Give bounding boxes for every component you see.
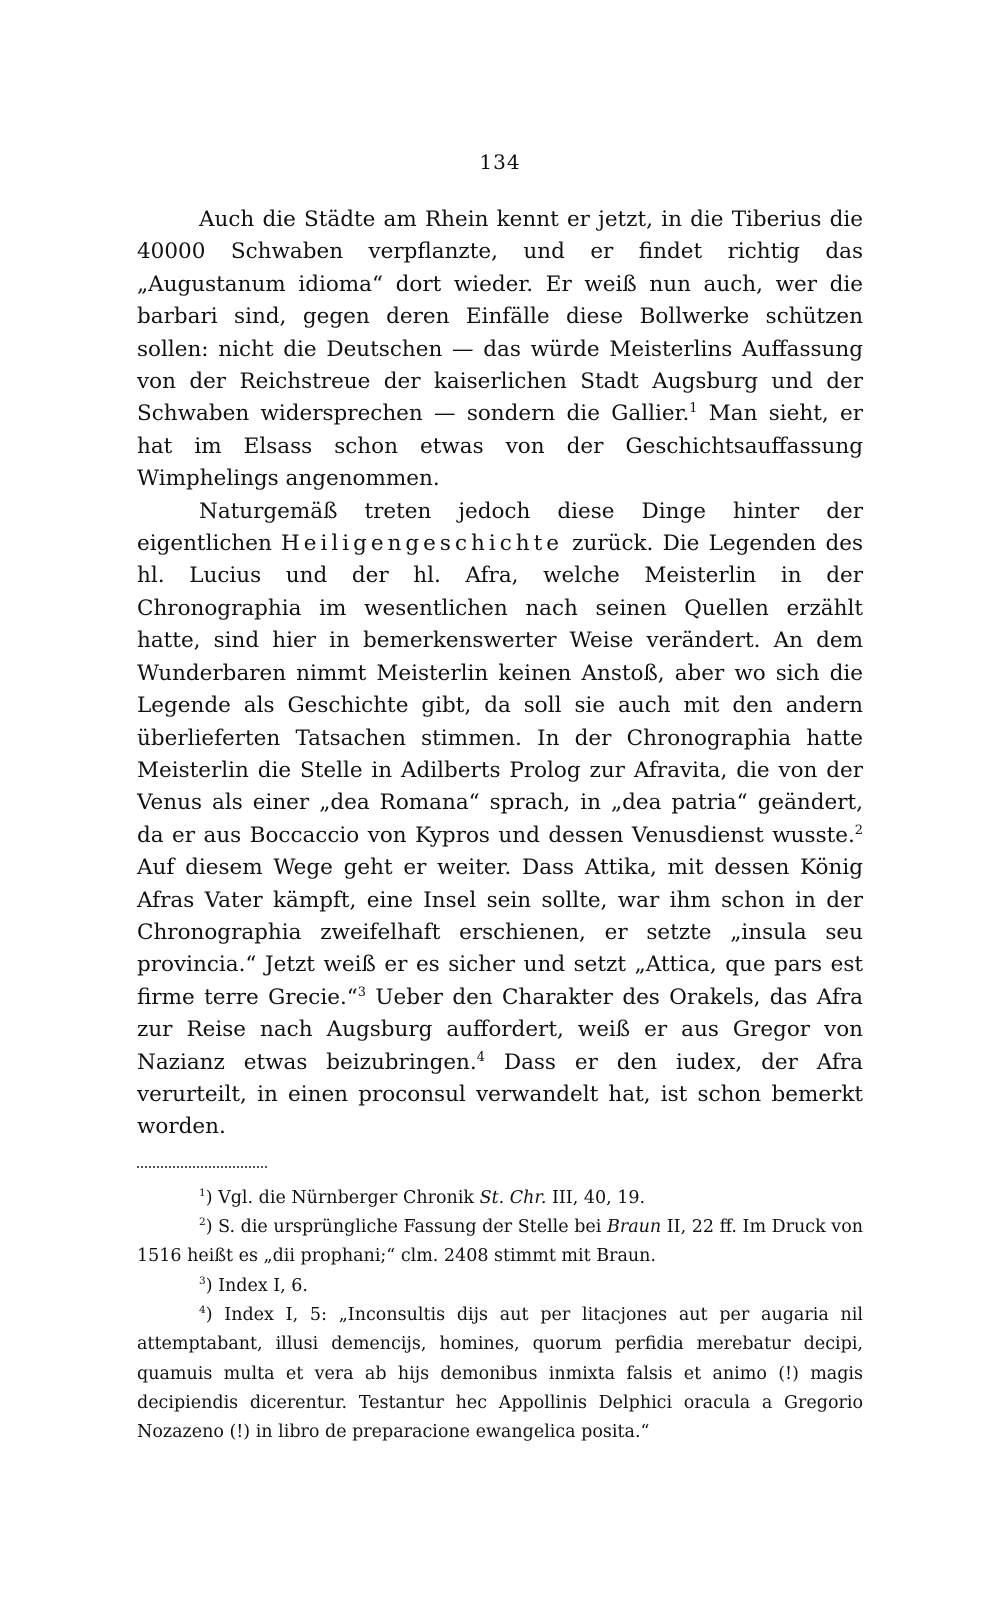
footnote-ref-3: 3 xyxy=(357,984,366,1000)
paragraph-2-text-b: Auf diesem Wege geht er weiter. Dass Attika, mit dessen König Afras Vater kämpft, eine Insel sein sollte, war ihm schon in der Chronographia zweifelhaft erschienen, er setzte „insula seu provincia.“ Jetzt weiß er es sicher und setzt „Attica, que pars est firme terre Grecie.“ xyxy=(137,855,863,1010)
footnote-2-text: S. die ursprüngliche Fassung der Stelle bei xyxy=(218,1217,607,1238)
footnote-3-text: Index I, 6. xyxy=(218,1275,308,1296)
footnote-mark: 3 xyxy=(199,1274,206,1287)
paragraph-2-text: zurück. Die Legenden des hl. Lucius und der hl. Afra, welche Meisterlin in der Chronographia im wesentlichen nach seinen Quellen erzählt hatte, sind hier in bemerkenswerter Weise verändert. An dem Wunderbaren nimmt Meisterlin keinen Anstoß, aber wo sich die Legende als Geschichte gibt, da soll sie auch mit den andern überlieferten Tatsachen stimmen. In der Chronographia hatte Meisterlin die Stelle in Adilberts Prolog zur Afravita, die von der Venus als einer „dea Romana“ sprach, in „dea patria“ geändert, da er aus Boccaccio von Kypros und dessen Venusdienst wusste. xyxy=(137,531,863,848)
paragraph-1-text: Auch die Städte am Rhein kennt er jetzt, in die Tiberius die 40000 Schwaben verpflanzte, und er findet richtig das „Augustanum idioma“ dort wieder. Er weiß nun auch, wer die barbari sind, gegen deren Einfälle diese Bollwerke schützen sollen: nicht die Deutschen — das würde Meisterlins Auffassung von der Reichstreue der kaiserlichen Stadt Augsburg und der Schwaben widersprechen — sondern die Gallier. xyxy=(137,207,863,427)
footnote-2-italic: Braun xyxy=(606,1217,662,1238)
footnote-1: $^1$) Vgl. die Nürnberger Chronik St. Chr. III, 40, 19. xyxy=(199,1186,646,1208)
footnote-separator xyxy=(137,1166,267,1168)
footnote-1-text: Vgl. die Nürnberger Chronik xyxy=(218,1187,480,1208)
footnote-2-after: II, 22 ff. Im Druck von 1516 heißt es „dii prophani;“ clm. 2408 stimmt mit Braun. xyxy=(137,1217,863,1267)
footnote-1-italic: St. Chr. xyxy=(479,1187,547,1208)
paragraph-2-intro: Naturgemäß treten jedoch diese Dinge hinter der eigentlichen xyxy=(137,498,863,557)
footnote-mark: 1 xyxy=(199,1186,206,1199)
footnote-ref-2: 2 xyxy=(854,822,863,838)
footnote-2: $^2$) S. die ursprüngliche Fassung der Stelle bei Braun II, 22 ff. Im Druck von 1516 heißt es „dii prophani;“ clm. 2408 stimmt mit Braun. xyxy=(137,1216,863,1267)
footnotes xyxy=(137,1184,863,1448)
footnote-4-text: Index I, 5: „Inconsultis dijs aut per litacjones aut per augaria nil attemptabant, illusi demencijs, homines, quorum perfidia merebatur decipi, quamuis multa et vera ab hijs demonibus inmixta falsis et animo (!) magis decipiendis dicerentur. Testantur hec Appollinis Delphici oracula a Gregorio Nozazeno (!) in libro de preparacione ewangelica posita.“ xyxy=(137,1304,863,1443)
paragraph-1 xyxy=(137,204,863,496)
paragraph-2-text-d: Dass er den iudex, der Afra verurteilt, in einen proconsul verwandelt hat, ist schon bemerkt worden. xyxy=(137,1049,863,1140)
footnote-ref-4: 4 xyxy=(476,1049,485,1065)
footnote-3: $^3$) Index I, 6. xyxy=(199,1274,308,1296)
page-number: 134 xyxy=(479,150,521,174)
document-page xyxy=(137,150,863,1447)
paragraph-1-continuation: Man sieht, er hat im Elsass schon etwas von der Geschichtsauffassung Wimphelings angenommen. xyxy=(137,401,863,492)
footnote-mark: 4 xyxy=(199,1304,206,1317)
emphasized-term: Heiligengeschichte xyxy=(280,531,563,557)
paragraph-2-text-c: Ueber den Charakter des Orakels, das Afra zur Reise nach Augsburg auffordert, weiß er aus Gregor von Nazianz etwas beizubringen. xyxy=(137,984,864,1075)
footnote-1-after: III, 40, 19. xyxy=(546,1187,646,1208)
body-text xyxy=(137,204,863,1144)
footnote-ref-1: 1 xyxy=(689,401,698,417)
footnote-4: $^4$) Index I, 5: „Inconsultis dijs aut per litacjones aut per augaria nil attemptabant, illusi demencijs, homines, quorum perfidia merebatur decipi, quamuis multa et vera ab hijs demonibus inmixta falsis et animo (!) magis decipiendis dicerentur. Testantur hec Appollinis Delphici oracula a Gregorio Nozazeno (!) in libro de preparacione ewangelica posita.“ xyxy=(137,1304,863,1443)
footnote-mark: 2 xyxy=(199,1216,206,1229)
paragraph-2 xyxy=(137,496,863,1144)
